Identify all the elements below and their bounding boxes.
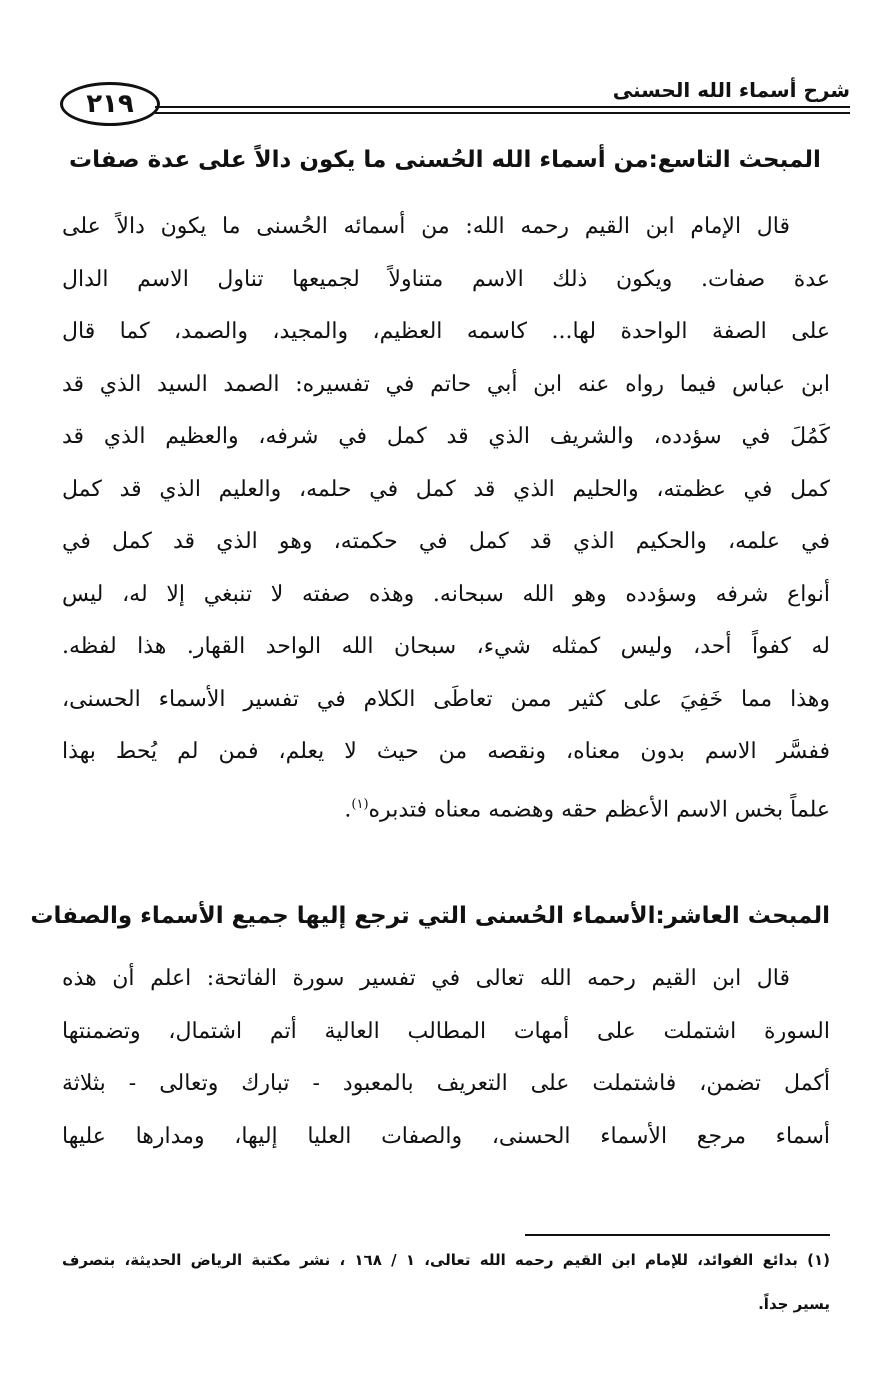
- footnote: [62, 1238, 830, 1326]
- text-line: ففسَّر الاسم بدون معناه، ونقصه من حيث لا يعلم، فمن لم يُحط بهذا: [62, 739, 830, 764]
- footnote-reference[interactable]: (١): [351, 796, 369, 812]
- text-line: ابن عباس فيما رواه عنه ابن أبي حاتم في تفسيره: الصمد السيد الذي قد: [62, 371, 830, 397]
- text-line: له كفواً أحد، وليس كمثله شيء، سبحان الله الواحد القهار. هذا لفظه.: [62, 634, 830, 659]
- page-header: [60, 70, 850, 130]
- page-number: ٢١٩: [86, 89, 134, 119]
- text-line: أنواع شرفه وسؤدده وهو الله سبحانه. وهذه صفته لا تنبغي إلا له، ليس: [62, 581, 830, 607]
- text-line: أكمل تضمن، فاشتملت على التعريف بالمعبود - تبارك وتعالى - بثلاثة: [62, 1071, 830, 1096]
- text-line: علماً بخس الاسم الأعظم حقه وهضمه معناه فتدبره: [368, 796, 830, 822]
- text-line: كمل في عظمته، والحليم الذي قد كمل في حلمه، والعليم الذي قد كمل: [62, 476, 830, 502]
- header-rule-bottom: [155, 112, 850, 114]
- header-rule-top: [155, 106, 850, 108]
- text-line: عدة صفات. ويكون ذلك الاسم متناولاً لجميعها تناول الاسم الدال: [62, 266, 830, 292]
- text-line: قال ابن القيم رحمه الله تعالى في تفسير سورة الفاتحة: اعلم أن هذه: [62, 966, 790, 991]
- footnote-line: (١) بدائع الفوائد، للإمام ابن القيم رحمه الله تعالى، ١ / ١٦٨ ، نشر مكتبة الرياض الحديثة، بتصرف: [62, 1251, 830, 1269]
- text-line: وهذا مما خَفِيَ على كثير ممن تعاطَى الكلام في تفسير الأسماء الحسنى،: [62, 686, 830, 712]
- page-number-oval: [60, 82, 160, 126]
- text-line: في علمه، والحكيم الذي قد كمل في حكمته، وهو الذي قد كمل في: [62, 529, 830, 554]
- text-line: السورة اشتملت على أمهات المطالب العالية أتم اشتمال، وتضمنتها: [62, 1018, 830, 1044]
- text-line-last: [62, 779, 830, 837]
- footnote-separator: [525, 1234, 830, 1236]
- section-heading-9: المبحث التاسع:من أسماء الله الحُسنى ما يكون دالاً على عدة صفات: [69, 147, 821, 173]
- text-line: قال الإمام ابن القيم رحمه الله: من أسمائه الحُسنى ما يكون دالاً على: [62, 214, 790, 239]
- text-line: كَمُلَ في سؤدده، والشريف الذي قد كمل في شرفه، والعظيم الذي قد: [62, 424, 830, 449]
- section-10-paragraph: [62, 953, 830, 1163]
- footnote-line: يسير جداً.: [758, 1295, 830, 1313]
- section-9-paragraph: [62, 201, 830, 836]
- book-title: شرح أسماء الله الحسنى: [612, 78, 850, 102]
- end-mark: .: [344, 796, 352, 822]
- text-line: على الصفة الواحدة لها... كاسمه العظيم، والمجيد، والصمد، كما قال: [62, 319, 830, 344]
- text-line: أسماء مرجع الأسماء الحسنى، والصفات العليا إليها، ومدارها عليها: [62, 1123, 830, 1149]
- section-heading-10: المبحث العاشر:الأسماء الحُسنى التي ترجع إليها جميع الأسماء والصفات: [30, 903, 830, 929]
